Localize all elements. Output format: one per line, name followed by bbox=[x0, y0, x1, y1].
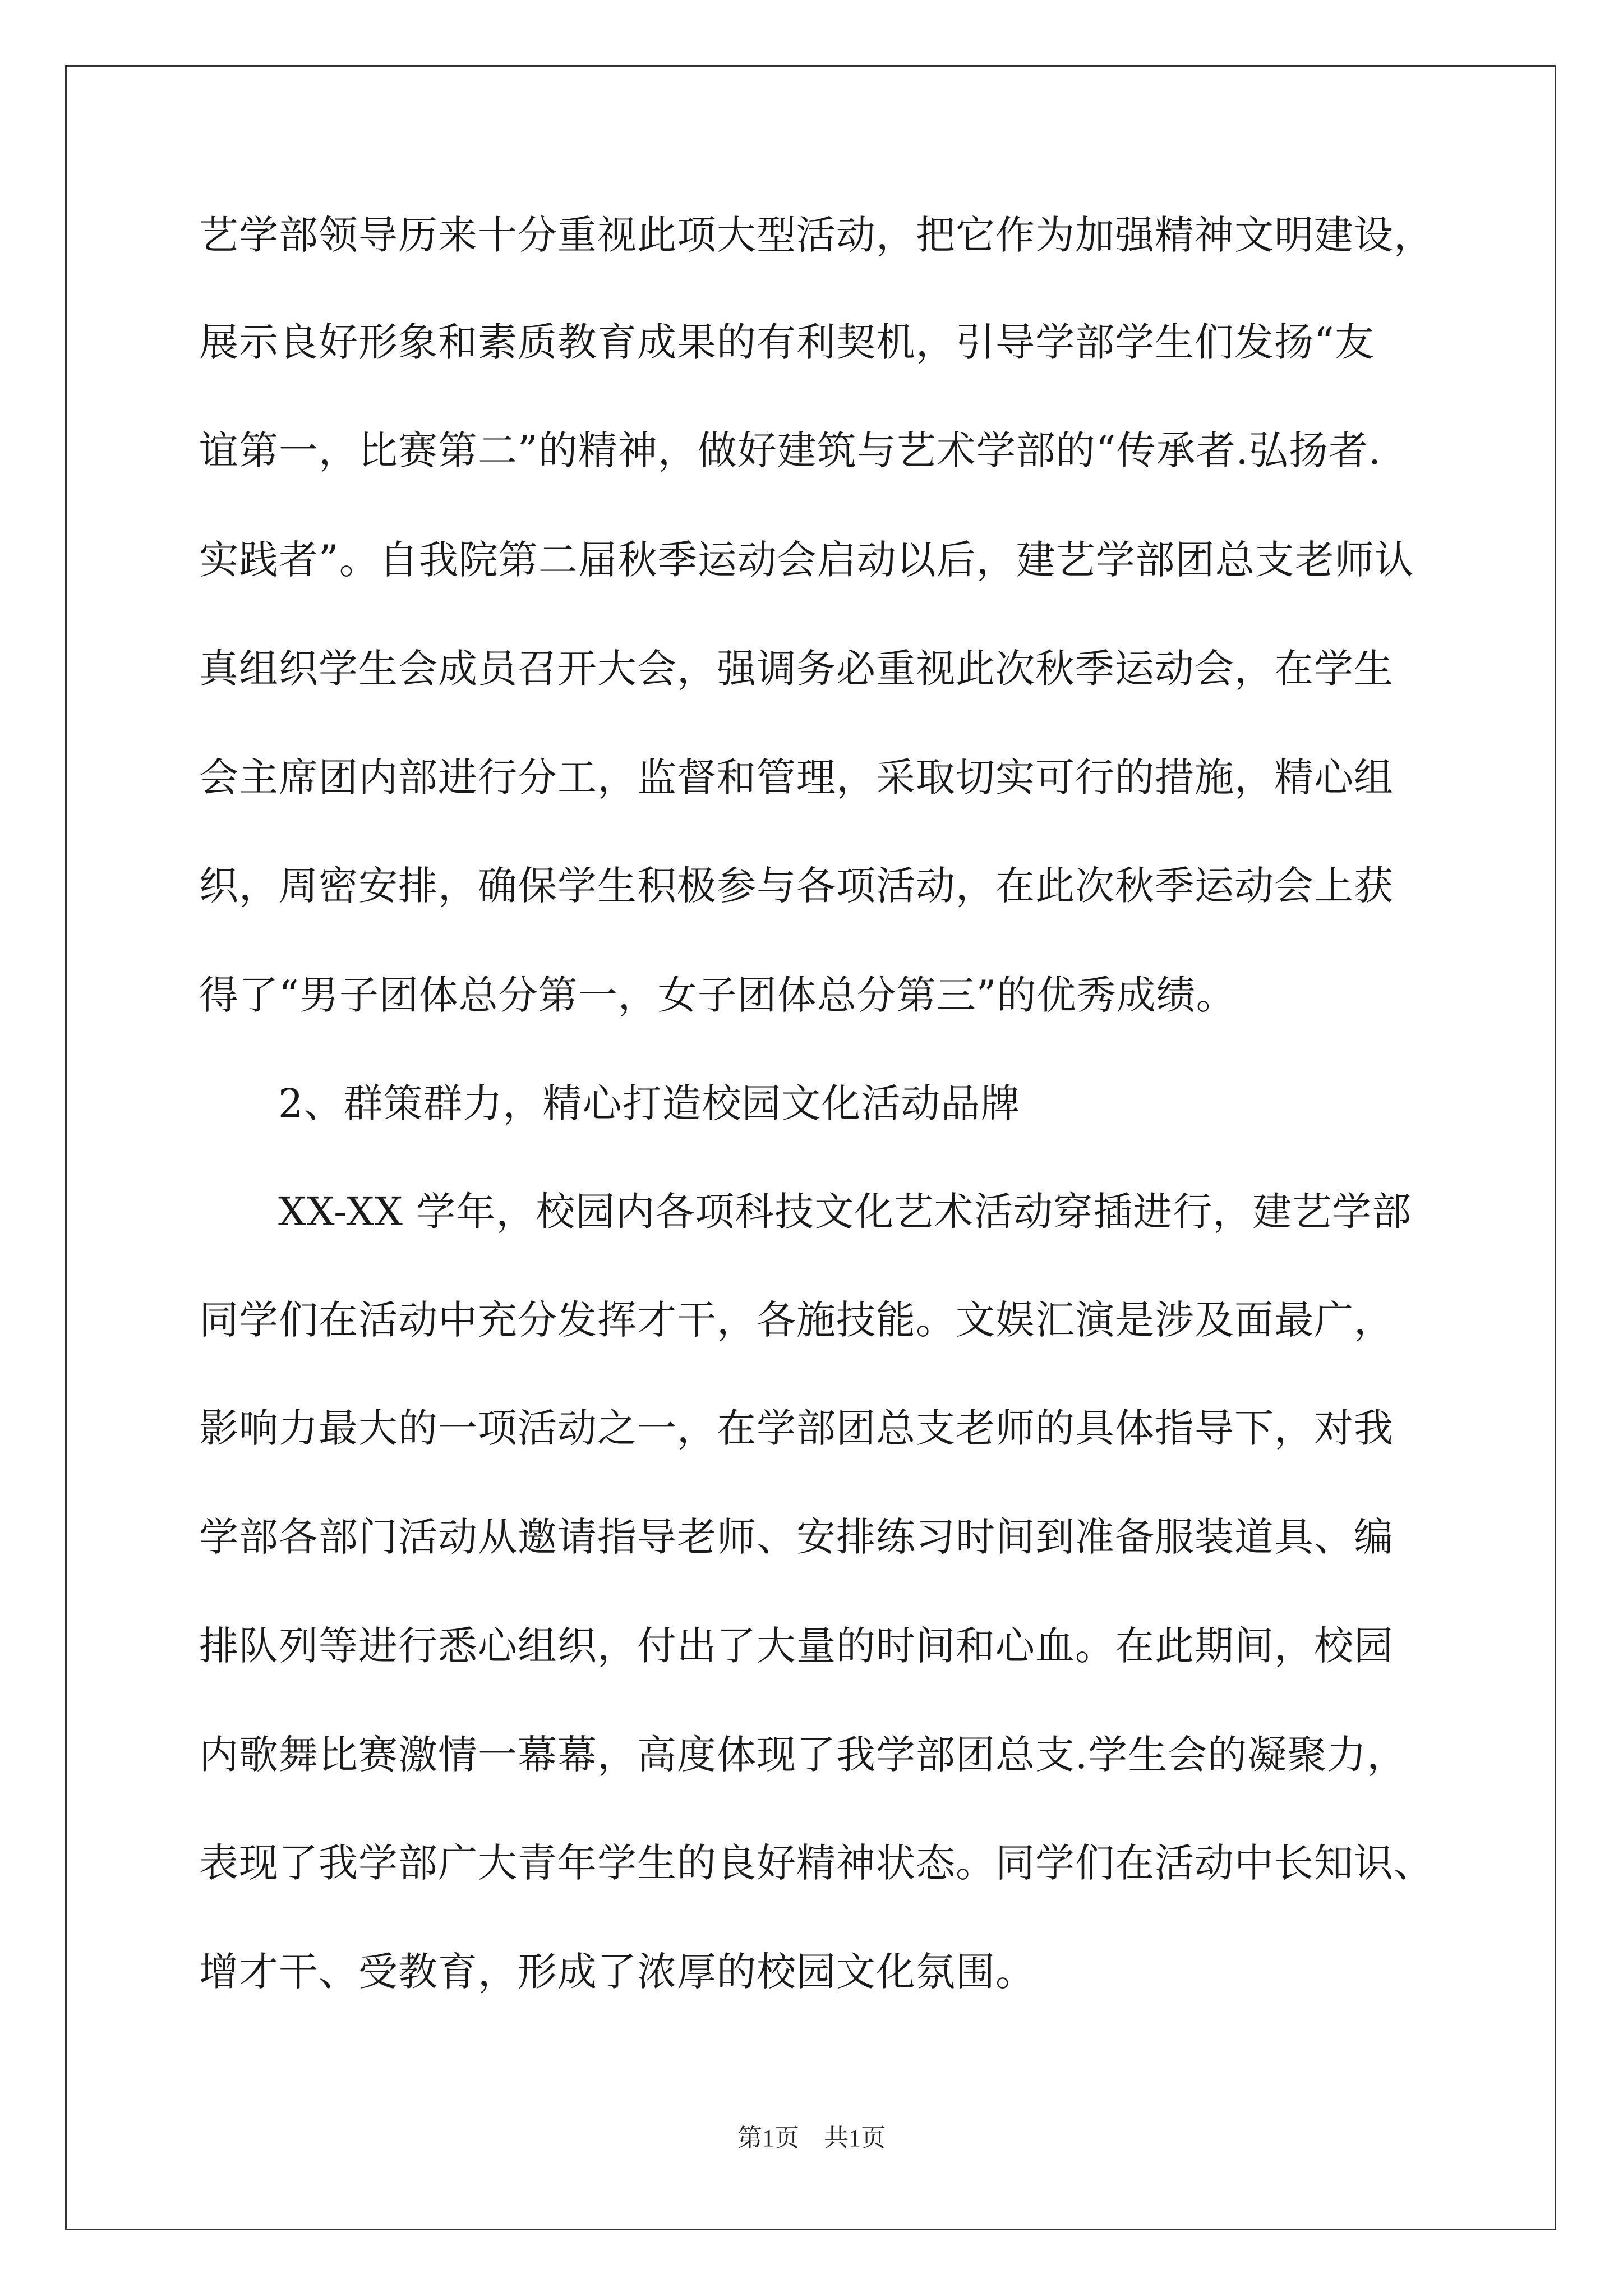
paragraph-line: 真组织学生会成员召开大会，强调务必重视此次秋季运动会，在学生 bbox=[199, 646, 1394, 692]
paragraph-line: 排队列等进行悉心组织，付出了大量的时间和心血。在此期间，校园 bbox=[199, 1623, 1394, 1669]
paragraph-line: 会主席团内部进行分工，监督和管理，采取切实可行的措施，精心组 bbox=[199, 754, 1394, 800]
paragraph-line: 表现了我学部广大青年学生的良好精神状态。同学们在活动中长知识、 bbox=[199, 1840, 1433, 1886]
paragraph-line: XX-XX 学年，校园内各项科技文化艺术活动穿插进行，建艺学部 bbox=[278, 1189, 1412, 1235]
paragraph-line: 增才干、受教育，形成了浓厚的校园文化氛围。 bbox=[199, 1949, 1035, 1995]
paragraph-line: 实践者”。自我院第二届秋季运动会启动以后，建艺学部团总支老师认 bbox=[199, 537, 1414, 583]
page-border bbox=[65, 65, 1556, 2230]
paragraph-line: 学部各部门活动从邀请指导老师、安排练习时间到准备服装道具、编 bbox=[199, 1514, 1394, 1560]
paragraph-line: 织，周密安排，确保学生积极参与各项活动，在此次秋季运动会上获 bbox=[199, 863, 1394, 909]
paragraph-line: 艺学部领导历来十分重视此项大型活动，把它作为加强精神文明建设， bbox=[199, 212, 1433, 258]
paragraph-line: 影响力最大的一项活动之一，在学部团总支老师的具体指导下，对我 bbox=[199, 1405, 1394, 1451]
paragraph-line: 谊第一，比赛第二”的精神，做好建筑与艺术学部的“传承者.弘扬者. bbox=[199, 427, 1382, 473]
paragraph-line: 同学们在活动中充分发挥才干，各施技能。文娱汇演是涉及面最广， bbox=[199, 1297, 1394, 1343]
paragraph-line: 得了“男子团体总分第一，女子团体总分第三”的优秀成绩。 bbox=[199, 972, 1236, 1018]
page-number: 第1页 共1页 bbox=[737, 2124, 886, 2152]
paragraph-line: 内歌舞比赛激情一幕幕，高度体现了我学部团总支.学生会的凝聚力， bbox=[199, 1732, 1407, 1778]
section-heading: 2、群策群力，精心打造校园文化活动品牌 bbox=[278, 1080, 1021, 1126]
paragraph-line: 展示良好形象和素质教育成果的有利契机，引导学部学生们发扬“友 bbox=[199, 319, 1375, 365]
